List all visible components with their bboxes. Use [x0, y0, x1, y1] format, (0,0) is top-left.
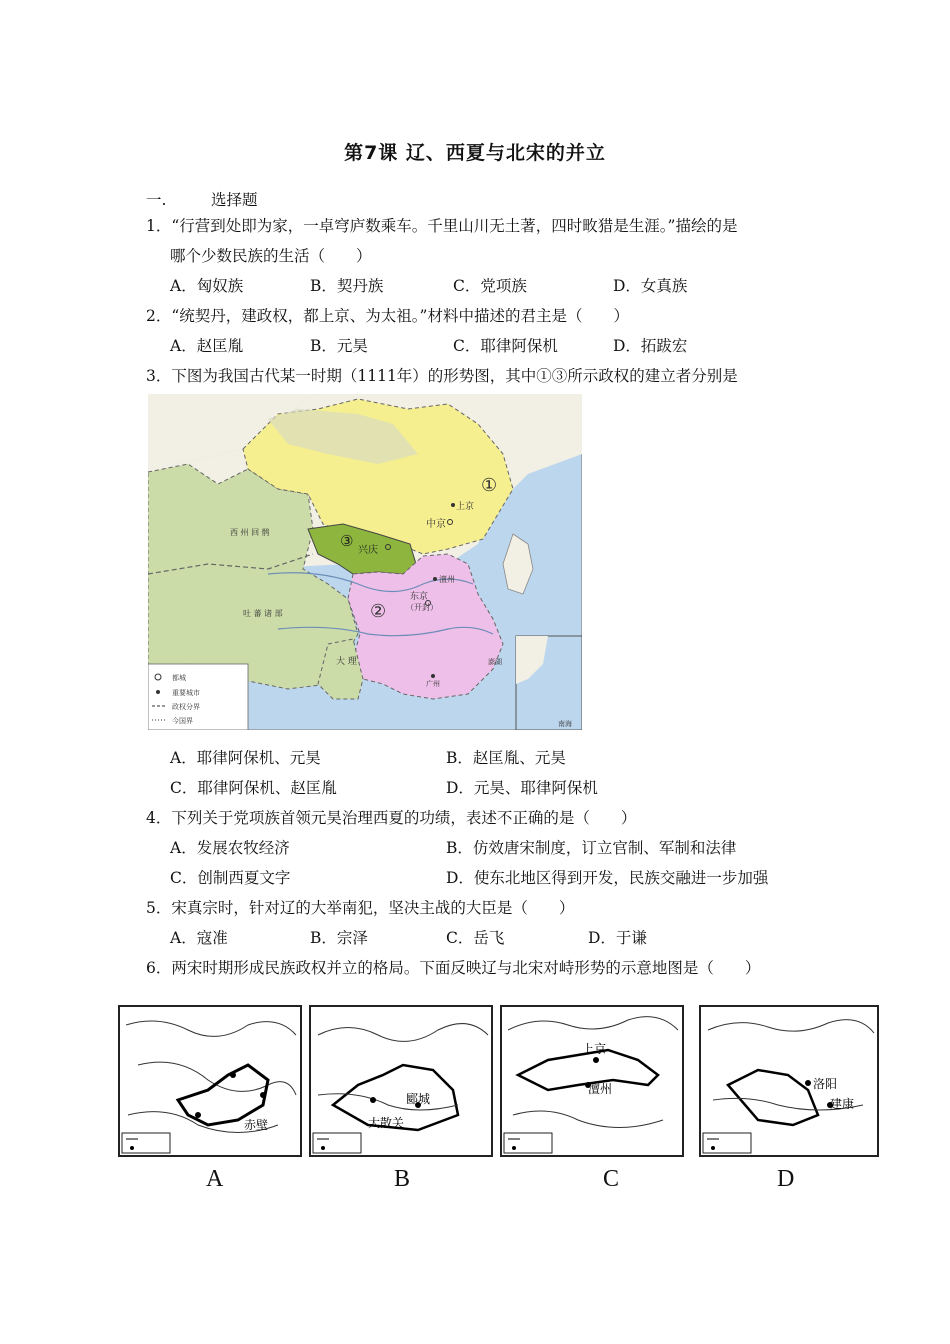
q2-option-a[interactable]: A．赵匡胤 — [170, 337, 244, 355]
map-label-dali: 大 理 — [336, 657, 357, 667]
page-title: 第7课 辽、西夏与北宋的并立 — [344, 142, 606, 164]
q1-option-d[interactable]: D．女真族 — [613, 277, 688, 295]
q2-option-c[interactable]: C．耶律阿保机 — [453, 337, 558, 355]
q5-option-c[interactable]: C．岳飞 — [446, 929, 505, 947]
thumb-letter-a[interactable]: A — [206, 1166, 224, 1192]
thumb-letter-c[interactable]: C — [603, 1166, 620, 1192]
q1-option-a[interactable]: A．匈奴族 — [170, 277, 244, 295]
city-shangjing-dot — [451, 503, 455, 507]
legend-city-symbol — [156, 690, 160, 694]
q3-option-d[interactable]: D．元昊、耶律阿保机 — [446, 779, 598, 797]
thumb-b-label-dasanguan: 大散关 — [368, 1116, 405, 1130]
q2-option-d[interactable]: D．拓跋宏 — [613, 337, 688, 355]
map-label-shangjing: 上京 — [456, 502, 475, 512]
q6-stem: 6．两宋时期形成民族政权并立的格局。下面反映辽与北宋对峙形势的示意地图是（ ） — [146, 959, 761, 977]
legend-border: 政权分界 — [172, 703, 200, 711]
legend-national-border: 今国界 — [172, 717, 193, 725]
section-label: 选择题 — [211, 191, 258, 209]
map-label-circle2: ② — [370, 601, 387, 622]
q5-option-a[interactable]: A．寇准 — [170, 929, 228, 947]
section-number: 一. — [146, 191, 167, 209]
map-label-dongjing: 东京 — [410, 592, 429, 602]
q5-option-d[interactable]: D．于谦 — [588, 929, 647, 947]
q2-stem: 2．“统契丹，建政权，都上京、为太祖。”材料中描述的君主是（ ） — [146, 307, 629, 325]
thumb-map-b[interactable] — [310, 1006, 492, 1156]
thumb-d-label-luoyang: 洛阳 — [813, 1077, 838, 1091]
map-label-circle1: ① — [481, 475, 498, 496]
thumb-letter-d[interactable]: D — [777, 1166, 795, 1192]
thumb-d-label-jiankang: 建康 — [830, 1097, 855, 1111]
q4-option-d[interactable]: D．使东北地区得到开发，民族交融进一步加强 — [446, 869, 769, 887]
q3-stem: 3．下图为我国古代某一时期（1111年）的形势图，其中①③所示政权的建立者分别是 — [146, 367, 738, 385]
q1-option-b[interactable]: B．契丹族 — [310, 277, 384, 295]
q5-stem: 5．宋真宗时，针对辽的大举南犯，坚决主战的大臣是（ ） — [146, 899, 575, 917]
map-legend-box — [148, 664, 248, 730]
q3-option-b[interactable]: B．赵匡胤、元昊 — [446, 749, 566, 767]
thumb-map-c[interactable] — [501, 1006, 683, 1156]
q2-option-b[interactable]: B．元昊 — [310, 337, 368, 355]
thumb-map-a[interactable] — [119, 1006, 301, 1156]
q1-stem-line1: 1．“行营到处即为家，一卓穹庐数乘车。千里山川无土著，四时畋猎是生涯。”描绘的是 — [146, 217, 738, 235]
legend-city: 重要城市 — [172, 689, 200, 697]
map-label-chanzhou: 澶州 — [439, 575, 455, 584]
city-guangzhou-dot — [431, 674, 435, 678]
map-label-xizhou: 西 州 回 鹘 — [230, 528, 270, 537]
map-label-taiwan: 澎湖 — [488, 658, 502, 666]
q3-option-a[interactable]: A．耶律阿保机、元昊 — [170, 749, 321, 767]
map-label-xingqing: 兴庆 — [358, 545, 378, 556]
q4-option-b[interactable]: B．仿效唐宋制度，订立官制、军制和法律 — [446, 839, 737, 857]
thumb-letter-b[interactable]: B — [394, 1166, 411, 1192]
map-label-guangzhou: 广州 — [426, 680, 440, 688]
map-label-nanhai: 南海 — [558, 720, 572, 728]
thumb-a-label-chibi: 赤壁 — [244, 1118, 269, 1132]
map-label-zhongjing: 中京 — [426, 519, 446, 530]
q5-option-b[interactable]: B．宗泽 — [310, 929, 368, 947]
main-history-map — [148, 394, 582, 730]
q1-option-c[interactable]: C．党项族 — [453, 277, 527, 295]
legend-capital: 都城 — [172, 674, 186, 682]
map-label-circle3: ③ — [340, 532, 354, 550]
map-label-kaifeng: （开封） — [406, 603, 438, 612]
q4-option-a[interactable]: A．发展农牧经济 — [170, 839, 290, 857]
q4-option-c[interactable]: C．创制西夏文字 — [170, 869, 291, 887]
city-chanzhou-dot — [433, 577, 437, 581]
thumb-c-label-shangjing: 上京 — [582, 1042, 607, 1056]
thumb-c-label-chanzhou: 澶州 — [588, 1082, 613, 1096]
option-maps-strip[interactable] — [118, 1005, 880, 1157]
thumb-map-d[interactable] — [700, 1006, 878, 1156]
q1-stem-line2: 哪个少数民族的生活（ ） — [170, 247, 372, 265]
q4-stem: 4．下列关于党项族首领元昊治理西夏的功绩，表述不正确的是（ ） — [146, 809, 637, 827]
thumb-b-label-yancheng: 郾城 — [406, 1092, 431, 1106]
map-label-tubo: 吐 蕃 诸 部 — [243, 609, 283, 618]
q3-option-c[interactable]: C．耶律阿保机、赵匡胤 — [170, 779, 337, 797]
